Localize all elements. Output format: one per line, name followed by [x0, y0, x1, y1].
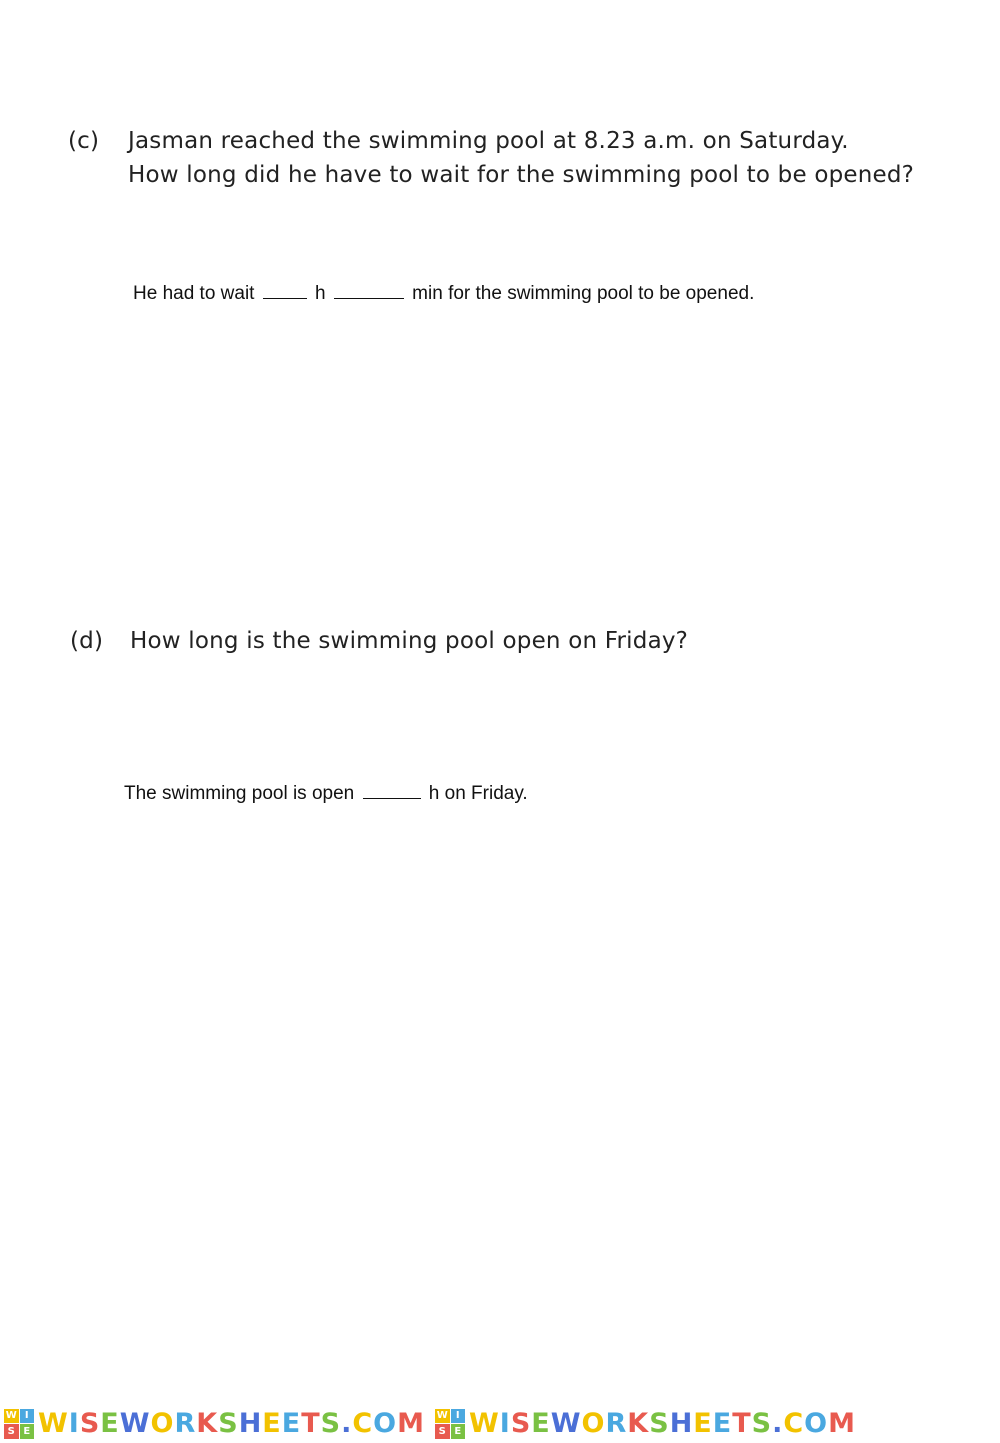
brand-logo-icon — [4, 1409, 34, 1439]
footer-watermark — [0, 1404, 1000, 1443]
brand-letter: I — [68, 1408, 80, 1439]
brand-letter: W — [38, 1408, 69, 1439]
answer-suffix: min for the swimming pool to be opened. — [412, 283, 755, 304]
brand-letter: E — [262, 1408, 282, 1439]
brand-letter: R — [174, 1408, 197, 1439]
answer-sentence-c — [133, 282, 754, 305]
question-line: How long is the swimming pool open on Friday? — [130, 628, 689, 654]
brand-letter: S — [218, 1408, 239, 1439]
answer-prefix: He had to wait — [133, 283, 255, 304]
answer-suffix: h on Friday. — [428, 783, 528, 804]
brand-letter: W — [469, 1408, 500, 1439]
brand-letter: W — [550, 1408, 582, 1439]
brand-letter: . — [772, 1408, 784, 1439]
brand-letter: I — [499, 1408, 511, 1439]
logo-letter: I — [451, 1409, 466, 1424]
brand-text — [469, 1408, 856, 1439]
question-line: Jasman reached the swimming pool at 8.23 a.m. on Saturday. — [128, 128, 849, 154]
brand-letter: S — [510, 1408, 532, 1439]
question-c — [68, 124, 968, 194]
brand-letter: T — [301, 1408, 321, 1439]
minutes-blank[interactable] — [334, 282, 404, 299]
brand-letter: C — [352, 1408, 374, 1439]
answer-unit: h — [315, 283, 326, 304]
hours-blank[interactable] — [363, 782, 421, 799]
brand-letter: S — [79, 1408, 101, 1439]
logo-letter: S — [435, 1424, 450, 1439]
brand-letter: E — [281, 1408, 302, 1439]
question-text — [128, 124, 914, 192]
question-line: How long did he have to wait for the swimming pool to be opened? — [128, 162, 915, 188]
brand-logo-icon — [435, 1409, 465, 1439]
logo-letter: I — [20, 1409, 35, 1424]
brand-letter: H — [669, 1408, 694, 1439]
brand-letter: S — [649, 1408, 670, 1439]
brand-letter: M — [828, 1408, 856, 1439]
brand-letter: W — [119, 1408, 151, 1439]
brand-letter: T — [732, 1408, 752, 1439]
brand-letter: S — [751, 1408, 773, 1439]
hours-blank[interactable] — [263, 282, 307, 299]
brand-letter: E — [693, 1408, 713, 1439]
brand-letter: O — [373, 1408, 398, 1439]
brand-watermark — [435, 1408, 856, 1439]
brand-watermark — [4, 1408, 425, 1439]
brand-letter: C — [783, 1408, 805, 1439]
brand-letter: R — [605, 1408, 628, 1439]
answer-prefix: The swimming pool is open — [124, 783, 355, 804]
logo-letter: W — [436, 1410, 448, 1422]
brand-letter: K — [627, 1408, 650, 1439]
question-d — [70, 624, 970, 660]
brand-text — [38, 1408, 425, 1439]
logo-letter: E — [451, 1424, 466, 1439]
question-marker: (d) — [70, 628, 104, 654]
brand-letter: E — [531, 1408, 551, 1439]
logo-letter: E — [20, 1424, 35, 1439]
brand-letter: . — [341, 1408, 353, 1439]
question-marker: (c) — [68, 128, 100, 154]
brand-letter: O — [150, 1408, 175, 1439]
brand-letter: S — [320, 1408, 342, 1439]
question-text — [130, 624, 688, 658]
logo-letter: W — [5, 1410, 17, 1422]
brand-letter: E — [100, 1408, 120, 1439]
brand-letter: H — [238, 1408, 263, 1439]
brand-letter: O — [804, 1408, 829, 1439]
brand-letter: O — [581, 1408, 606, 1439]
brand-letter: M — [397, 1408, 425, 1439]
logo-letter: S — [4, 1424, 19, 1439]
answer-sentence-d — [124, 782, 528, 805]
brand-letter: K — [196, 1408, 219, 1439]
brand-letter: E — [712, 1408, 733, 1439]
